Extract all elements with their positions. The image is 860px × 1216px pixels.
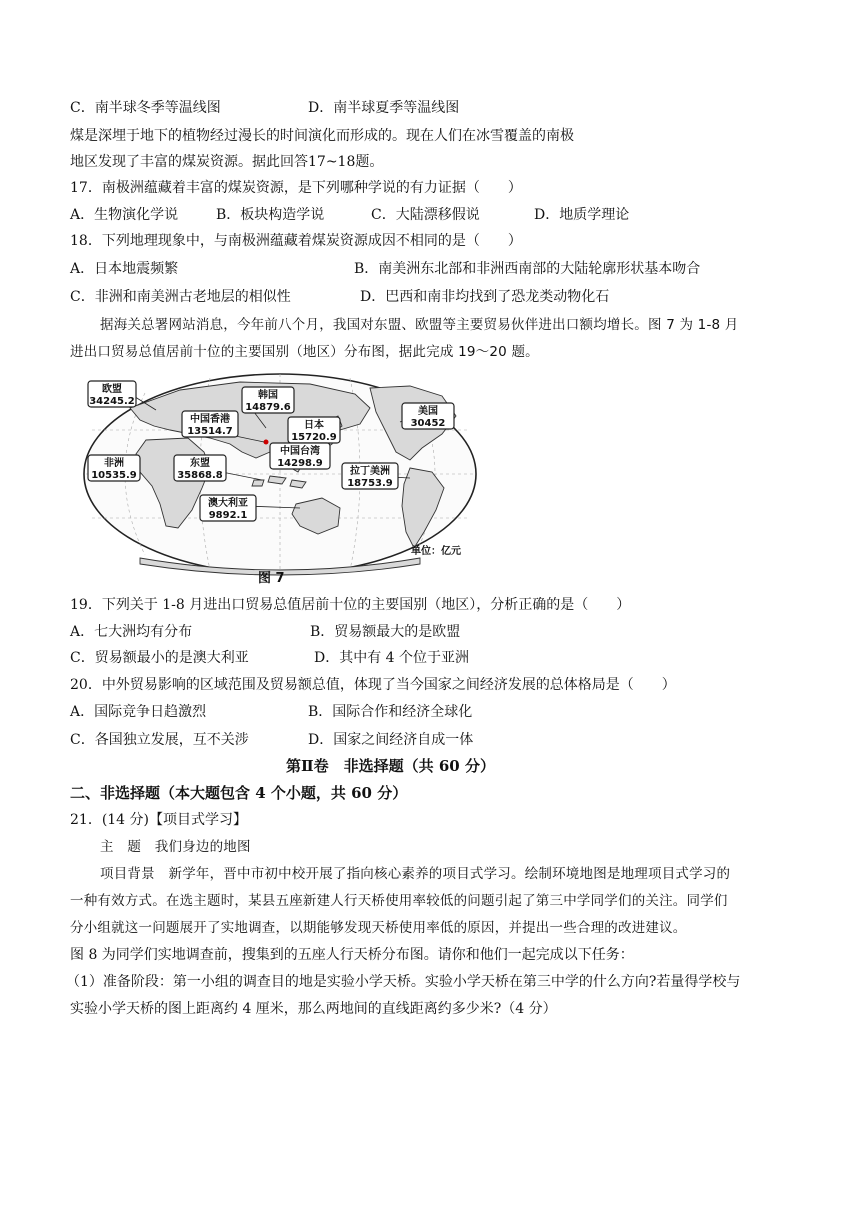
map-label-value: 35868.8 [177,470,223,481]
map-label-name: 欧盟 [102,384,122,395]
map-label-name: 中国香港 [190,414,230,425]
map-label-8 [342,463,398,489]
map-label-name: 日本 [304,420,324,431]
q21-sub1-line1: （1）准备阶段：第一小组的调查目的地是实验小学天桥。实验小学天桥在第三中学的什么方向?若量得学校与 [66,974,741,990]
map-label-name: 澳大利亚 [208,498,248,509]
q17-option-c: C．大陆漂移假说 [371,207,480,223]
intro-19-20-line1: 据海关总署网站消息，今年前八个月，我国对东盟、欧盟等主要贸易伙伴进出口额均增长。图 7 为 1-8 月 [100,317,739,333]
map-label-value: 15720.9 [291,432,337,443]
q17-option-a: A．生物演化学说 [70,207,179,223]
q21-background-line3: 分小组就这一问题展开了实地调查，以期能够发现天桥使用率低的原因，并提出一些合理的改进建议。 [70,920,687,936]
intro-17-18-line1: 煤是深埋于地下的植物经过漫长的时间演化而形成的。现在人们在冰雪覆盖的南极 [70,128,574,144]
map-label-name: 非洲 [104,458,124,469]
q19-option-c: C．贸易额最小的是澳大利亚 [70,650,249,666]
section-2-title: 二、非选择题（本大题包含 4 个小题，共 60 分） [70,784,408,802]
q20-option-d: D．国家之间经济自成一体 [308,732,474,748]
map-label-3 [288,417,340,443]
map-label-1 [242,387,294,413]
q20-option-a: A．国际竞争日趋激烈 [70,704,207,720]
question-19: 19．下列关于 1-8 月进出口贸易总值居前十位的主要国别（地区），分析正确的是（ ） [70,597,631,613]
q16-option-c: C．南半球冬季等温线图 [70,100,221,116]
q21-theme: 主 题 我们身边的地图 [100,839,251,855]
q18-option-d: D．巴西和南非均找到了恐龙类动物化石 [360,289,610,305]
map-label-value: 9892.1 [208,510,248,521]
map-label-value: 30452 [410,418,446,429]
q18-option-b: B．南美洲东北部和非洲西南部的大陆轮廓形状基本吻合 [354,261,701,277]
question-17: 17．南极洲蕴藏着丰富的煤炭资源，是下列哪种学说的有力证据（ ） [70,180,522,196]
q18-option-a: A．日本地震频繁 [70,261,179,277]
q21-sub1-line2: 实验小学天桥的图上距离约 4 厘米，那么两地间的直线距离约多少米?（4 分） [70,1001,557,1017]
q17-option-b: B．板块构造学说 [216,207,325,223]
q21-figure-8-intro: 图 8 为同学们实地调查前，搜集到的五座人行天桥分布图。请你和他们一起完成以下任务： [70,947,634,963]
map-label-name: 东盟 [190,458,210,469]
q20-option-c: C．各国独立发展，互不关涉 [70,732,249,748]
map-label-6 [174,455,226,481]
question-18: 18．下列地理现象中，与南极洲蕴藏着煤炭资源成因不相同的是（ ） [70,233,522,249]
map-label-0 [88,381,136,407]
question-21: 21．(14 分)【项目式学习】 [70,812,248,828]
map-label-name: 拉丁美洲 [350,466,390,477]
map-label-2 [182,411,238,437]
q19-option-b: B．贸易额最大的是欧盟 [310,624,461,640]
map-label-name: 美国 [418,406,438,417]
map-label-value: 14879.6 [245,402,291,413]
q16-option-d: D．南半球夏季等温线图 [308,100,460,116]
intro-17-18-line2: 地区发现了丰富的煤炭资源。据此回答17~18题。 [70,154,384,170]
map-label-name: 中国台湾 [280,446,320,457]
figure-7-world-map [70,368,490,586]
figure-7-caption: 图 7 [258,571,285,586]
map-label-7 [270,443,330,469]
map-label-5 [88,455,140,481]
map-label-value: 10535.9 [91,470,137,481]
marker-hongkong [264,440,269,445]
map-label-value: 13514.7 [187,426,233,437]
map-unit: 单位：亿元 [411,546,461,557]
q21-background-line1: 项目背景 新学年，晋中市初中校开展了指向核心素养的项目式学习。绘制环境地图是地理项目式学习的 [100,866,731,882]
q18-option-c: C．非洲和南美洲古老地层的相似性 [70,289,291,305]
q20-option-b: B．国际合作和经济全球化 [308,704,473,720]
part-2-title: 第Ⅱ卷 非选择题（共 60 分） [286,757,495,775]
q19-option-a: A．七大洲均有分布 [70,624,193,640]
q21-background-line2: 一种有效方式。在选主题时，某县五座新建人行天桥使用率较低的问题引起了第三中学同学们的关注。同学们 [70,893,728,909]
intro-19-20-line2: 进出口贸易总值居前十位的主要国别（地区）分布图，据此完成 19～20 题。 [70,344,539,360]
q17-option-d: D．地质学理论 [534,207,630,223]
world-map-svg [70,368,490,586]
map-label-value: 18753.9 [347,478,393,489]
map-label-name: 韩国 [258,390,278,401]
map-label-value: 34245.2 [89,396,135,407]
question-20: 20．中外贸易影响的区域范围及贸易额总值，体现了当今国家之间经济发展的总体格局是（ ） [70,677,676,693]
q19-option-d: D．其中有 4 个位于亚洲 [314,650,470,666]
map-label-value: 14298.9 [277,458,323,469]
map-label-9 [200,495,256,521]
map-label-4 [402,403,454,429]
